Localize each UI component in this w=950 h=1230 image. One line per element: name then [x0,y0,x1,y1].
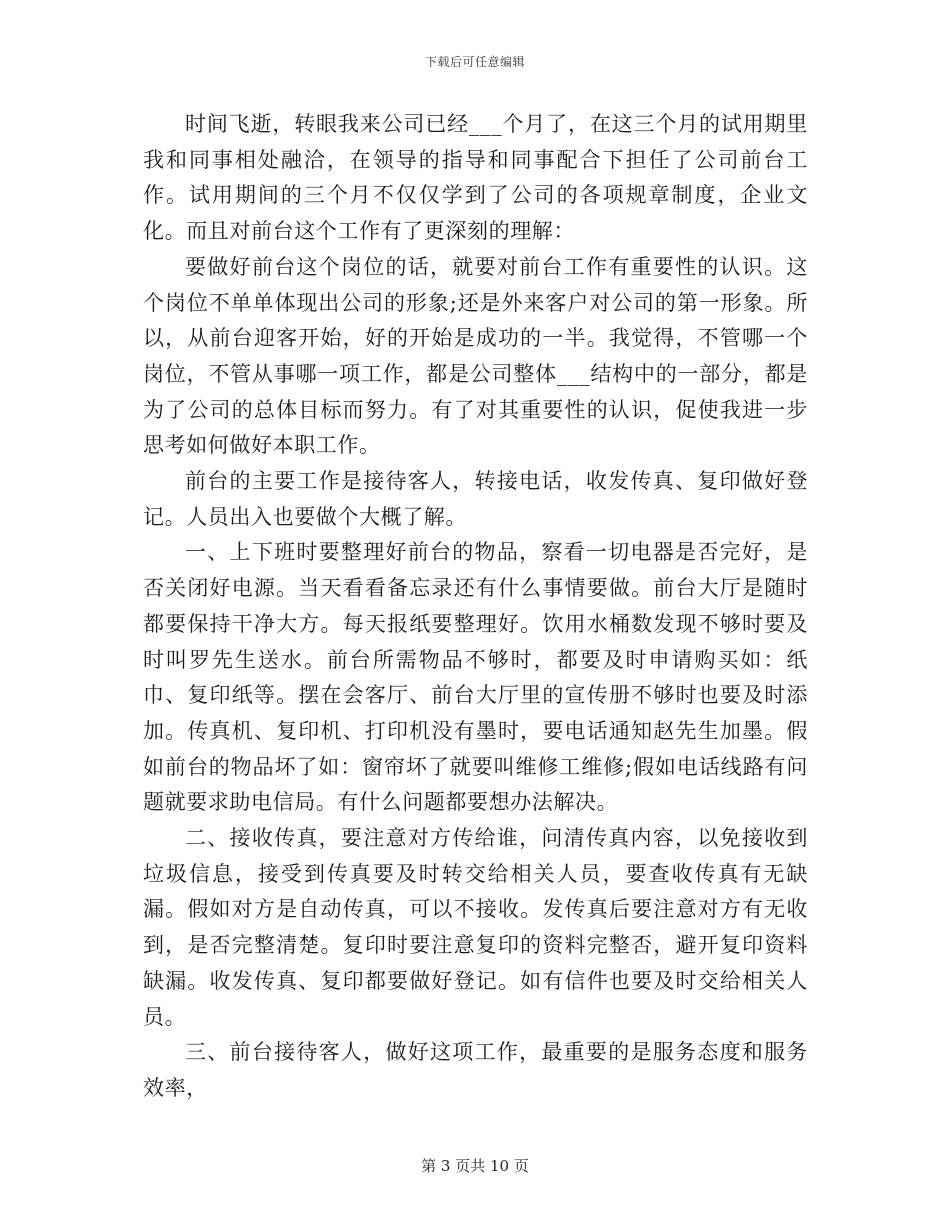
paragraph-item-three: 三、前台接待客人，做好这项工作，最重要的是服务态度和服务效率， [143,1040,808,1100]
paragraph-importance: 要做好前台这个岗位的话，就要对前台工作有重要性的认识。这个岗位不单单体现出公司的形象;还是外来客户对公司的第一形象。所以，从前台迎客开始，好的开始是成功的一半。我觉得，不管哪一个岗位，不管从事哪一项工作，都是公司整体___结构中的一部分，都是为了公司的总体目标而努力。有了对其重要性的认识，促使我进一步思考如何做好本职工作。 [143,254,808,458]
paragraph-item-one: 一、上下班时要整理好前台的物品，察看一切电器是否完好，是否关闭好电源。当天看看备忘录还有什么事情要做。前台大厅是随时都要保持干净大方。每天报纸要整理好。饮用水桶数发现不够时要及时叫罗先生送水。前台所需物品不够时，都要及时申请购买如：纸巾、复印纸等。摆在会客厅、前台大厅里的宣传册不够时也要及时添加。传真机、复印机、打印机没有墨时，要电话通知赵先生加墨。假如前台的物品坏了如：窗帘坏了就要叫维修工维修;假如电话线路有问题就要求助电信局。有什么问题都要想办法解决。 [143,540,808,815]
page-number-footer: 第 3 页共 10 页 [421,1157,529,1175]
paragraph-main-duties: 前台的主要工作是接待客人，转接电话，收发传真、复印做好登记。人员出入也要做个大概了解。 [143,469,808,529]
page-header-note: 下载后可任意编辑 [424,55,525,69]
document-body [143,107,808,1107]
paragraph-item-two: 二、接收传真，要注意对方传给谁，问清传真内容，以免接收到垃圾信息，接受到传真要及时转交给相关人员，要查收传真有无缺漏。假如对方是自动传真，可以不接收。发传真后要注意对方有无收到，是否完整清楚。复印时要注意复印的资料完整否，避开复印资料缺漏。收发传真、复印都要做好登记。如有信件也要及时交给相关人员。 [143,826,808,1029]
paragraph-intro: 时间飞逝，转眼我来公司已经___个月了，在这三个月的试用期里我和同事相处融洽，在领导的指导和同事配合下担任了公司前台工作。试用期间的三个月不仅仅学到了公司的各项规章制度，企业文化。而且对前台这个工作有了更深刻的理解： [143,112,808,244]
